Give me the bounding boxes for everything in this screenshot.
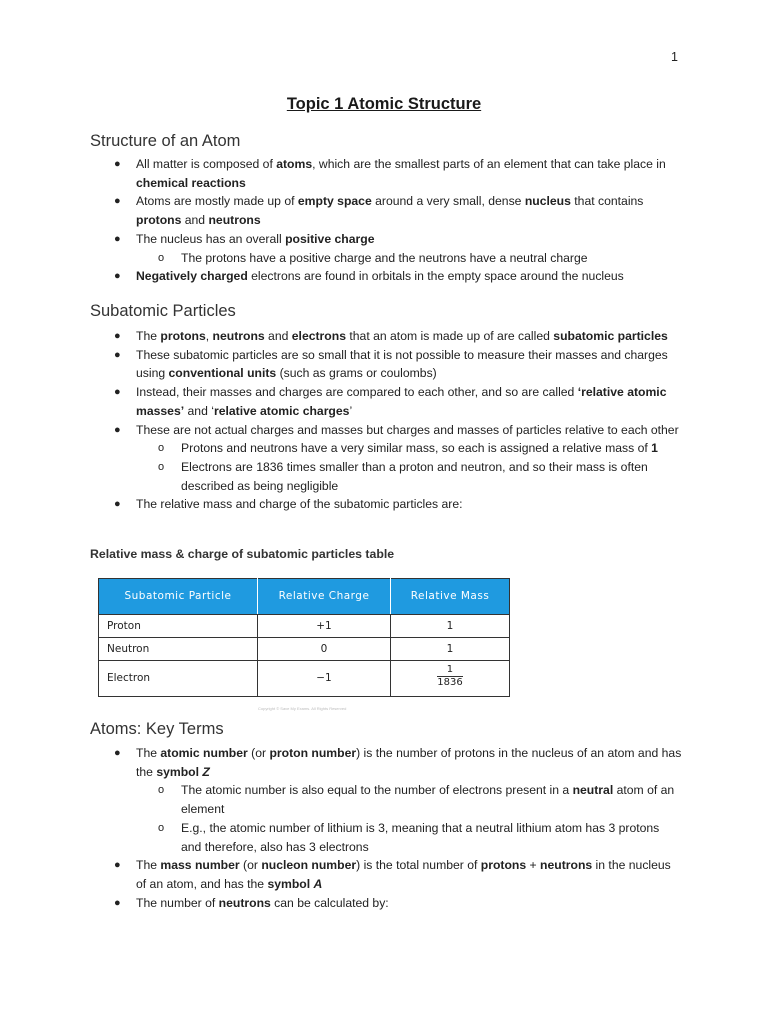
subatomic-bullet-list <box>0 327 768 514</box>
table-row <box>99 615 510 638</box>
section-heading-structure: Structure of an Atom <box>90 132 241 150</box>
bullet-icon: ● <box>114 386 121 399</box>
column-header: Relative Mass <box>391 579 510 615</box>
hollow-bullet-icon: o <box>158 784 165 797</box>
particle-cell: Proton <box>99 615 258 638</box>
bullet-icon: ● <box>114 747 121 759</box>
charge-cell: −1 <box>258 661 391 697</box>
bullet-icon: ● <box>114 270 121 283</box>
fraction-numerator: 1 <box>437 665 462 677</box>
bullet-icon: ● <box>114 330 121 342</box>
page-title: Topic 1 Atomic Structure <box>286 95 482 113</box>
charge-cell: +1 <box>258 615 391 638</box>
column-header: Relative Charge <box>258 579 391 615</box>
bullet-icon: ● <box>114 859 121 872</box>
list-item: ● The atomic number (or proton number) is the number of protons in the nucleus of an atom and has the symbol Z <box>114 746 682 779</box>
list-item: ● Negatively charged electrons are found in orbitals in the empty space around the nucleus <box>0 267 768 286</box>
list-item: ● The number of neutrons can be calculated by: <box>0 894 768 913</box>
key-terms-bullet-list <box>0 744 768 912</box>
list-item: o The atomic number is also equal to the number of electrons present in a neutral atom of an element <box>158 783 675 817</box>
list-item: ● These subatomic particles are so small that it is not possible to measure their masses and charges using conventional units (such as grams or coulombs) <box>114 347 668 381</box>
table-caption: Relative mass & charge of subatomic particles table <box>90 547 395 561</box>
bullet-icon: ● <box>114 348 121 361</box>
list-item: o E.g., the atomic number of lithium is 3, meaning that a neutral lithium atom has 3 protons and therefore, also has 3 electrons <box>158 820 660 854</box>
list-item: ● Atoms are mostly made up of empty space around a very small, dense nucleus that contains protons and neutrons <box>114 194 644 228</box>
page-number: 1 <box>671 50 678 64</box>
mass-cell: 1 <box>391 638 510 661</box>
fraction-denominator: 1836 <box>437 677 463 689</box>
hollow-bullet-icon: o <box>158 460 165 473</box>
list-item: ● The mass number (or nucleon number) is the total number of protons + neutrons in the nucleus of an atom, and has the symbol A <box>114 858 671 891</box>
bullet-icon: ● <box>114 195 121 208</box>
mass-cell: 1 <box>391 615 510 638</box>
section-heading-key-terms: Atoms: Key Terms <box>90 720 224 738</box>
list-item: o Protons and neutrons have a very similar mass, so each is assigned a relative mass of 1 <box>0 439 768 458</box>
table-header-row <box>99 579 510 615</box>
subatomic-particles-table <box>98 578 510 697</box>
list-item: ● Instead, their masses and charges are compared to each other, and so are called ‘relative atomic masses’ and ‘relative atomic charges’ <box>114 385 667 418</box>
list-item: ● The protons, neutrons and electrons that an atom is made up of are called subatomic particles <box>0 327 768 346</box>
fraction <box>437 665 462 688</box>
hollow-bullet-icon: o <box>158 442 165 455</box>
list-item: o Electrons are 1836 times smaller than a proton and neutron, and so their mass is often described as being negligible <box>158 459 648 493</box>
particle-cell: Neutron <box>99 638 258 661</box>
section-heading-subatomic: Subatomic Particles <box>90 302 236 320</box>
bullet-icon: ● <box>114 232 121 245</box>
structure-bullet-list <box>0 155 768 286</box>
bullet-icon: ● <box>114 423 121 436</box>
hollow-bullet-icon: o <box>158 251 165 264</box>
table-row <box>99 661 510 697</box>
particle-cell: Electron <box>99 661 258 697</box>
bullet-icon: ● <box>114 498 121 511</box>
list-item: ● The nucleus has an overall positive charge <box>0 230 768 249</box>
charge-cell: 0 <box>258 638 391 661</box>
bullet-icon: ● <box>114 158 121 170</box>
column-header: Subatomic Particle <box>99 579 258 615</box>
table-row <box>99 638 510 661</box>
list-item: ● These are not actual charges and masses but charges and masses of particles relative to each other <box>0 421 768 440</box>
copyright-note: Copyright © Save My Exams. All Rights Reserved <box>258 706 347 711</box>
list-item: ● The relative mass and charge of the subatomic particles are: <box>0 495 768 514</box>
list-item: ● All matter is composed of atoms, which are the smallest parts of an element that can take place in chemical reactions <box>114 157 666 190</box>
mass-cell <box>391 661 510 697</box>
list-item: o The protons have a positive charge and the neutrons have a neutral charge <box>0 249 768 268</box>
hollow-bullet-icon: o <box>158 821 165 834</box>
bullet-icon: ● <box>114 896 121 909</box>
